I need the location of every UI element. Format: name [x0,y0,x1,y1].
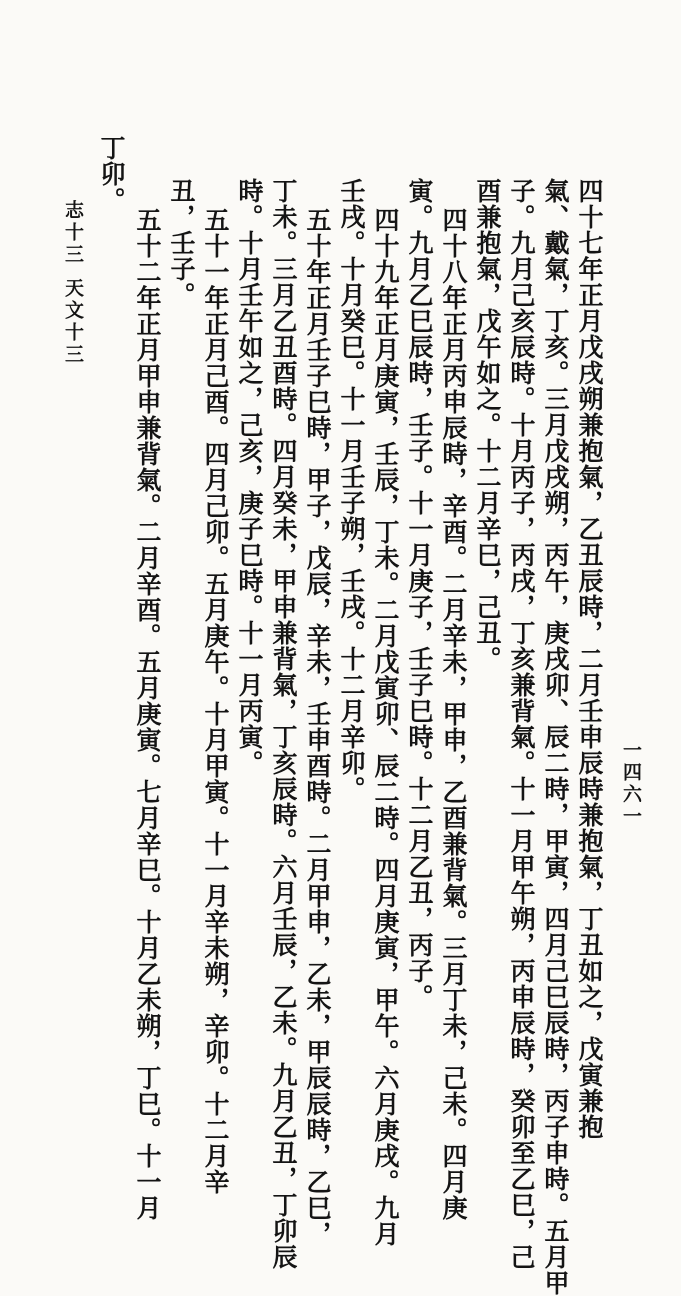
text-column: 壬戌。十月癸巳。十一月壬子朔，壬戌。十二月辛卯。 [337,178,366,802]
volume-label: 志十三 [62,200,84,266]
text-column: 時。十月壬午如之，己亥，庚子巳時。十一月丙寅。 [235,178,264,776]
text-column: 四十七年正月戊戌朔兼抱氣，乙丑辰時，二月壬申辰時兼抱氣，丁丑如之，戊寅兼抱 [575,178,604,1140]
section-label: 天文十三 [62,278,84,366]
text-column: 寅。九月乙巳辰時，壬子。十一月庚子，壬子巳時。十二月乙丑，丙子。 [405,178,434,1010]
text-column: 酉兼抱氣，戊午如之。十二月辛巳，己丑。 [473,178,502,672]
page-number: 一四六一 [620,740,642,828]
text-column: 子。九月己亥辰時。十月丙子，丙戌，丁亥兼背氣。十一月甲午朔，丙申辰時，癸卯至乙巳，己 [507,178,536,1270]
text-column: 四十九年正月庚寅，壬辰，丁未。二月戊寅卯、辰二時。四月庚寅，甲午。六月庚戌。九月 [371,207,400,1247]
text-column: 氣、戴氣，丁亥。三月戊戌朔，丙午，庚戌卯、辰二時，甲寅，四月己巳辰時，丙子申時。五月甲 [541,178,570,1296]
text-column: 五十二年正月甲申兼背氣。二月辛酉。五月庚寅。七月辛巳。十月乙未朔，丁巳。十一月 [133,207,162,1221]
text-column: 丁卯。 [97,135,126,213]
text-column: 丑，壬子。 [167,178,196,308]
text-column: 五十年正月壬子巳時，甲子，戊辰，辛未，壬申酉時。二月甲申，乙未，甲辰辰時，乙巳， [303,207,332,1247]
text-column: 五十一年正月己酉。四月己卯。五月庚午。十月甲寅。十一月辛未朔，辛卯。十二月辛 [201,207,230,1195]
text-column: 丁未。三月乙丑酉時。四月癸未，甲申兼背氣，丁亥辰時。六月壬辰，乙未。九月乙丑，丁卯辰 [269,178,298,1270]
text-column: 四十八年正月丙申辰時，辛酉。二月辛未，甲申，乙酉兼背氣。三月丁未，己未。四月庚 [439,207,468,1221]
